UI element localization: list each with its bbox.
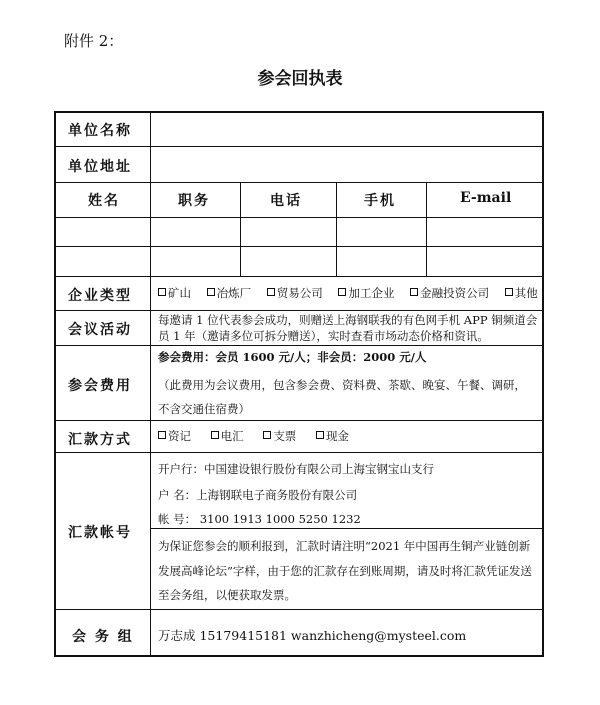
option-check[interactable]: 支票: [263, 428, 296, 444]
unit-address-label: 单位地址: [68, 159, 132, 175]
checkbox-icon: [316, 431, 324, 439]
option-finance[interactable]: 金融投资公司: [410, 285, 489, 301]
option-processing[interactable]: 加工企业: [338, 285, 394, 301]
payment-method-label: 汇款方式: [68, 432, 132, 448]
reply-form-table: [54, 111, 544, 657]
col-name-header: 姓名: [88, 193, 120, 209]
remittance-note-1: 为保证您参会的顺利报到，汇款时请注明“2021 年中国再生铜产业链创新: [158, 539, 531, 553]
company-type-options: [158, 285, 550, 301]
checkbox-icon: [338, 288, 346, 296]
remittance-note-2: 发展高峰论坛”字样，由于您的汇款存在到账周期，请及时将汇款凭证发送: [158, 564, 532, 578]
fee-note-2: 不含交通住宿费）: [158, 402, 250, 416]
col-phone-header: 电话: [270, 193, 302, 209]
activity-line-1: 每邀请 1 位代表参会成功，则赠送上海钢联我的有色网手机 APP 铜频道会: [158, 313, 538, 327]
col-mobile-header: 手机: [364, 193, 396, 209]
fee-label: 参会费用: [68, 378, 132, 394]
option-mine[interactable]: 矿山: [158, 285, 191, 301]
fee-amount: 参会费用：会员 1600 元/人；非会员：2000 元/人: [158, 350, 427, 364]
account-holder: 户 名：上海钢联电子商务股份有限公司: [158, 488, 358, 502]
secretariat-contact: 万志成 15179415181 wanzhicheng@mysteel.com: [158, 628, 467, 643]
secretariat-label: 会 务 组: [72, 629, 134, 645]
remittance-note-3: 至会务组，以便获取发票。: [158, 588, 296, 602]
account-number: 帐 号： 3100 1913 1000 5250 1232: [158, 512, 361, 526]
unit-name-label: 单位名称: [68, 123, 132, 139]
checkbox-icon: [158, 431, 166, 439]
payment-method-options: [158, 428, 361, 444]
account-label: 汇款帐号: [68, 525, 132, 541]
activity-line-2: 员 1 年（邀请多位可拆分赠送），实时查看市场动态价格和资讯。: [158, 329, 489, 343]
checkbox-icon: [158, 288, 166, 296]
fee-note-1: （此费用为会议费用，包含参会费、资料费、茶歇、晚宴、午餐、调研，: [158, 378, 526, 392]
attachment-label: 附件 2：: [64, 32, 124, 50]
checkbox-icon: [211, 431, 219, 439]
option-bookkeeping[interactable]: 资记: [158, 428, 191, 444]
option-other[interactable]: 其他: [505, 285, 538, 301]
activity-label: 会议活动: [68, 322, 132, 338]
option-wire-transfer[interactable]: 电汇: [211, 428, 244, 444]
option-trading[interactable]: 贸易公司: [267, 285, 323, 301]
col-email-header: E-mail: [460, 190, 512, 206]
checkbox-icon: [410, 288, 418, 296]
checkbox-icon: [263, 431, 271, 439]
option-smelter[interactable]: 冶炼厂: [207, 285, 252, 301]
checkbox-icon: [267, 288, 275, 296]
col-title-header: 职务: [178, 193, 210, 209]
option-cash[interactable]: 现金: [316, 428, 349, 444]
checkbox-icon: [505, 288, 513, 296]
company-type-label: 企业类型: [68, 288, 132, 304]
bank-name: 开户行：中国建设银行股份有限公司上海宝钢宝山支行: [158, 462, 434, 476]
checkbox-icon: [207, 288, 215, 296]
page-title: 参会回执表: [257, 69, 343, 89]
